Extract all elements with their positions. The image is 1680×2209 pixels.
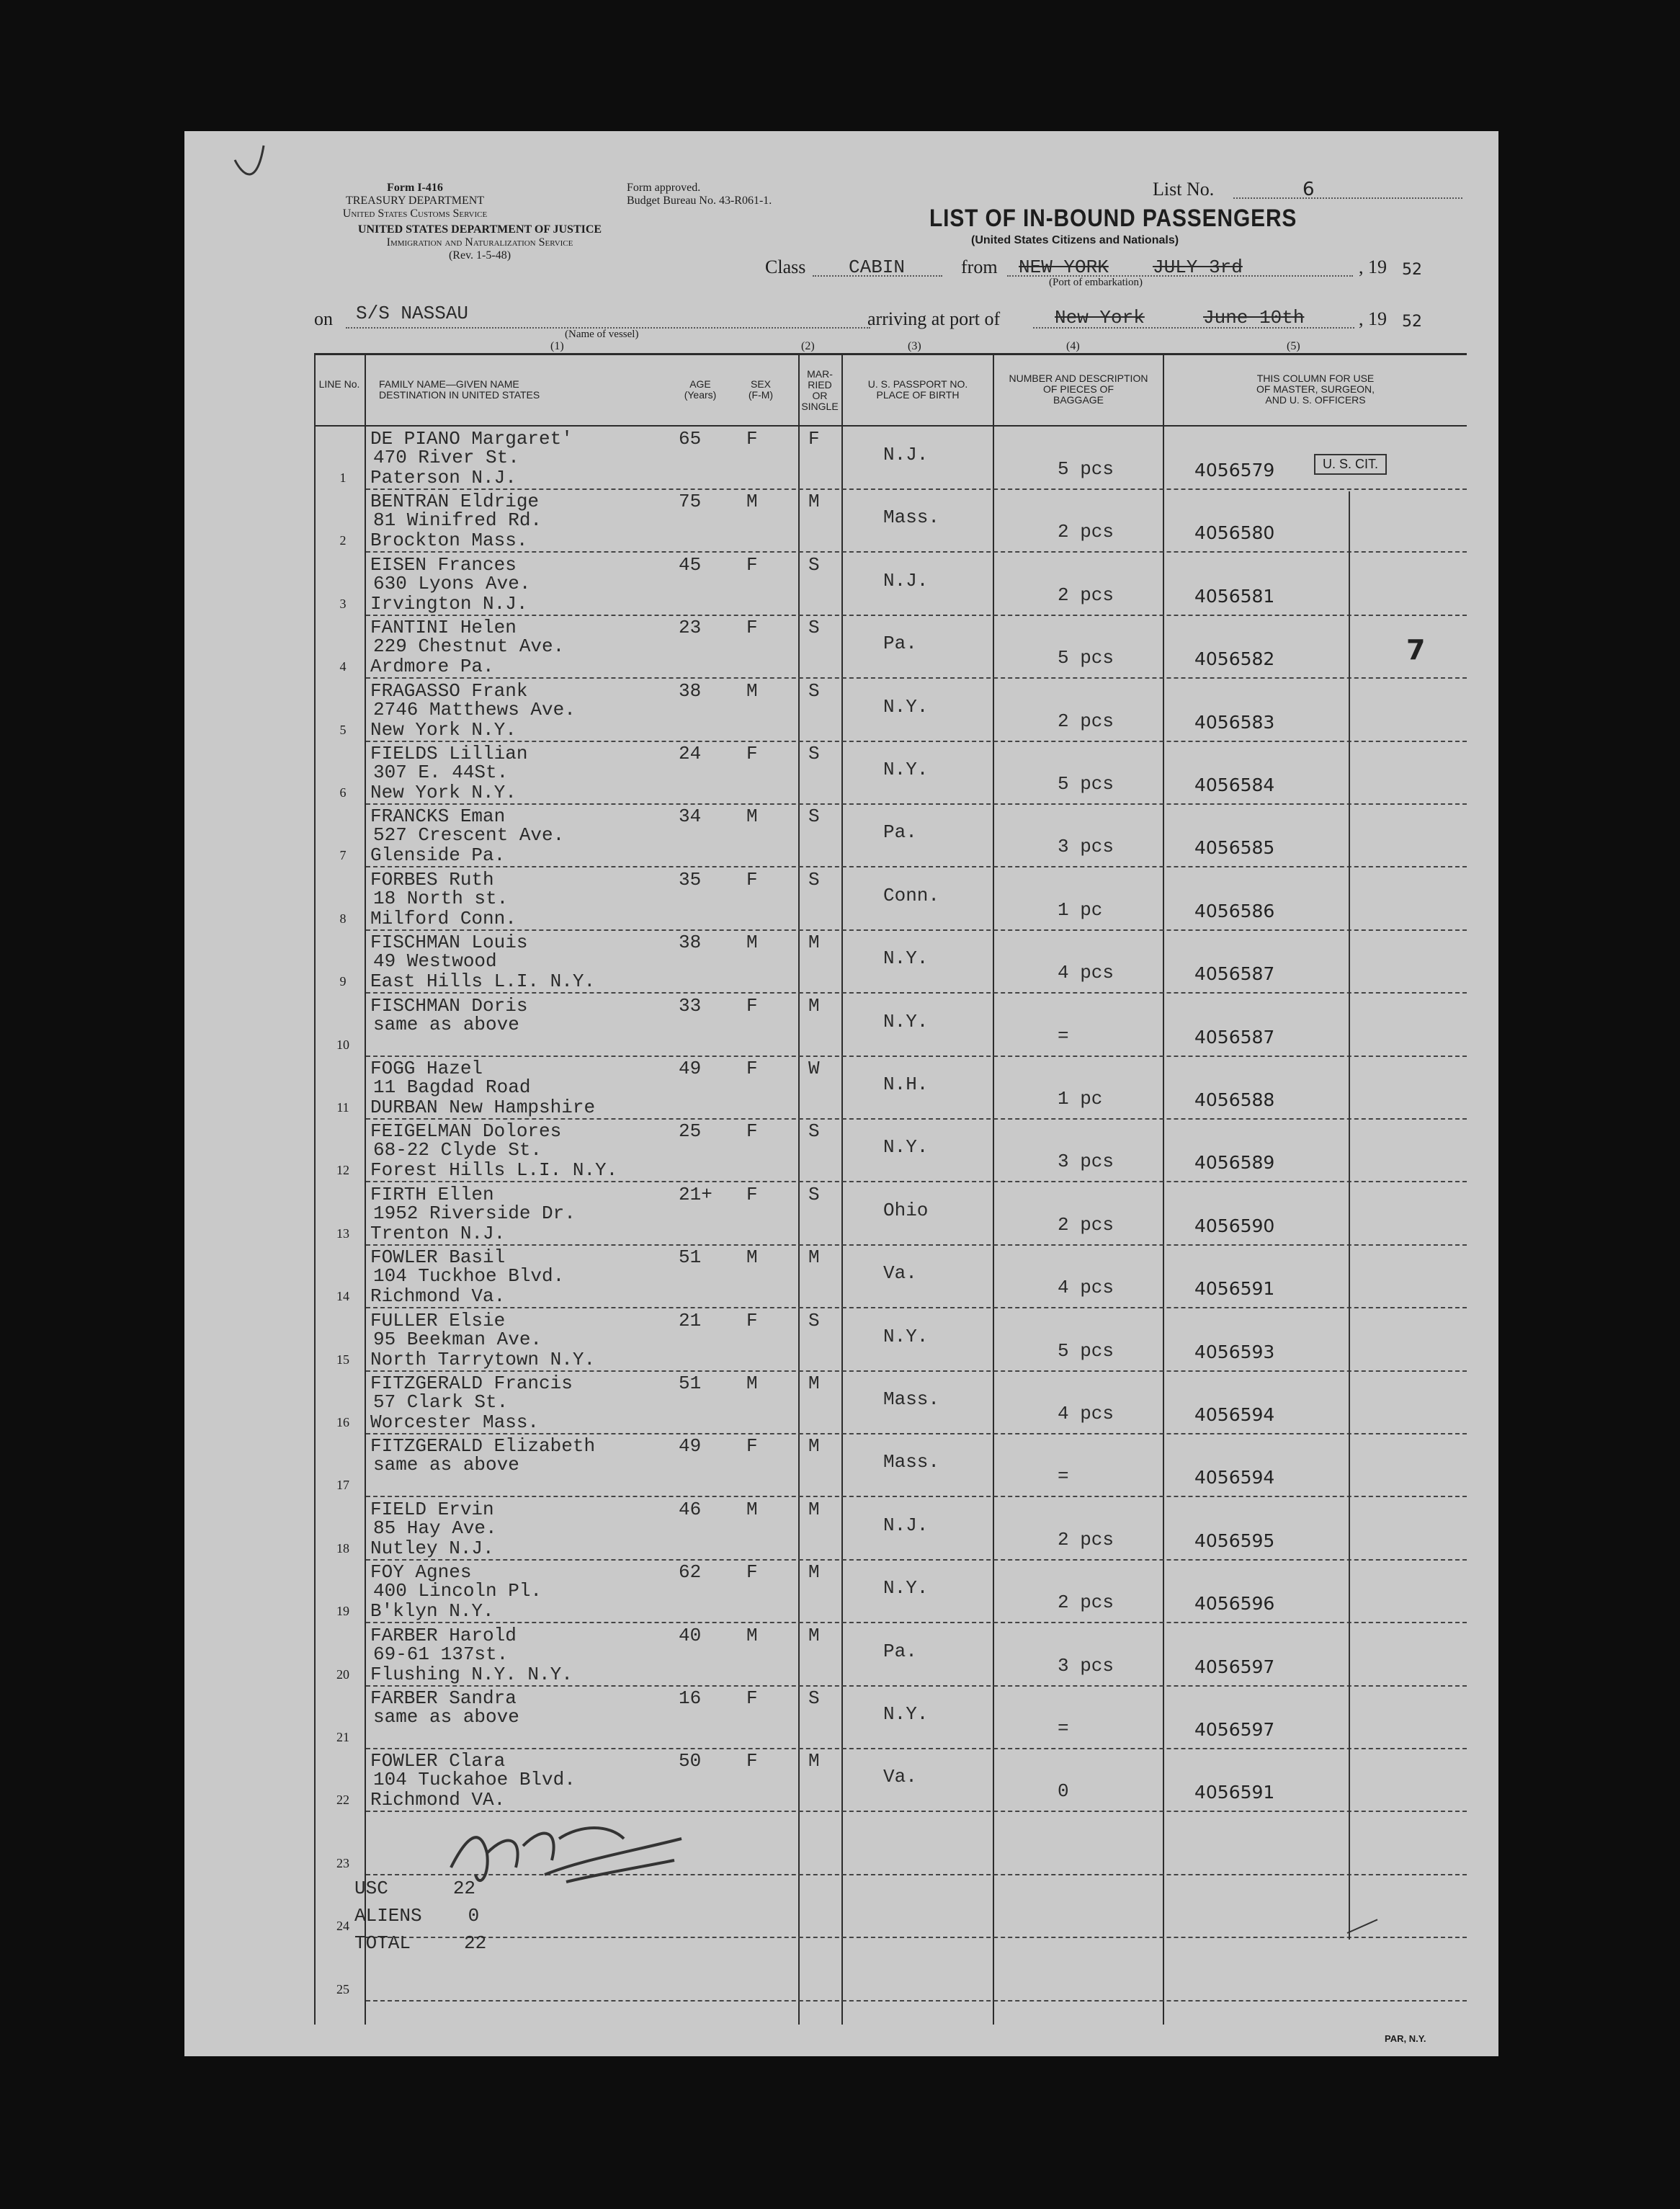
marital-status: M (808, 1498, 820, 1520)
baggage: 5 pcs (1058, 458, 1114, 480)
address-line: 18 North st. (373, 887, 509, 909)
table-row (184, 1371, 1498, 1434)
marital-status: F (808, 428, 820, 450)
line-number: 18 (336, 1540, 349, 1556)
place-of-birth: N.J. (883, 569, 929, 592)
passenger-name: FEIGELMAN Dolores (370, 1120, 562, 1143)
col-num-4: (4) (1066, 340, 1080, 352)
sex: F (746, 743, 758, 764)
arrival-date: June 10th (1203, 307, 1305, 329)
officer-number: 4056594 (1194, 1467, 1275, 1489)
sex: F (746, 868, 758, 891)
destination-line: New York N.Y. (370, 782, 517, 803)
table-row (184, 1245, 1498, 1308)
marital-status: S (808, 679, 820, 702)
sex: F (746, 1687, 758, 1709)
officer-number: 4056586 (1194, 900, 1275, 921)
line-number: 13 (336, 1226, 349, 1241)
table-row (184, 1308, 1498, 1371)
table-row (184, 994, 1498, 1056)
line-number: 24 (336, 1919, 349, 1934)
address-line: 104 Tuckhoe Blvd. (373, 1265, 565, 1288)
place-of-birth: Mass. (883, 1451, 940, 1473)
address-line: 470 River St. (373, 447, 519, 468)
marital-status: S (808, 553, 820, 576)
col-num-1: (1) (550, 340, 564, 352)
age: 23 (679, 617, 702, 639)
line-number: 2 (339, 533, 347, 548)
age: 65 (679, 428, 702, 450)
place-of-birth: N.Y. (883, 1577, 929, 1599)
address-line: same as above (373, 1454, 519, 1476)
officer-number: 4056597 (1194, 1719, 1275, 1740)
table-row (184, 1497, 1498, 1560)
marital-status: S (808, 617, 820, 639)
place-of-birth: N.Y. (883, 695, 929, 718)
table-top-rule (314, 353, 1467, 355)
destination-line: DURBAN New Hampshire (370, 1097, 596, 1118)
officer-number: 4056585 (1194, 837, 1275, 859)
year-prefix-2: , 19 (1359, 308, 1387, 329)
baggage: 1 pc (1058, 898, 1103, 921)
line-number: 22 (336, 1793, 349, 1808)
destination-line: Nutley N.J. (370, 1537, 494, 1559)
line-number: 1 (339, 470, 347, 485)
address-line: 57 Clark St. (373, 1391, 509, 1413)
destination-line: Flushing N.Y. N.Y. (370, 1663, 573, 1685)
address-line: 630 Lyons Ave. (373, 572, 531, 594)
sex: F (746, 994, 758, 1017)
baggage: 3 pcs (1058, 1654, 1114, 1677)
officer-number: 4056594 (1194, 1404, 1275, 1425)
form-approval: Form approved. Budget Bureau No. 43-R061-1. (627, 182, 772, 207)
table-row (184, 615, 1498, 678)
line-number: 4 (339, 659, 347, 674)
totals-block: USC 22 ALIENS 0 TOTAL 22 (354, 1878, 487, 1954)
sex: F (746, 1183, 758, 1205)
form-number: Form I-416 (387, 182, 443, 194)
address-line: 49 Westwood (373, 950, 497, 973)
passenger-name: FRAGASSO Frank (370, 679, 528, 702)
vessel-name: S/S NASSAU (356, 303, 469, 324)
from-label: from (961, 256, 998, 277)
place-of-birth: Va. (883, 1262, 917, 1285)
officer-number: 4056590 (1194, 1215, 1275, 1236)
passenger-name: FOGG Hazel (370, 1058, 483, 1079)
officer-number: 4056596 (1194, 1593, 1275, 1615)
place-of-birth: Ohio (883, 1199, 929, 1221)
col-header-birth: U. S. PASSPORT NO. PLACE OF BIRTH (867, 378, 968, 401)
table-row (184, 1182, 1498, 1245)
col-header-sex: SEX (F-M) (748, 378, 774, 401)
marital-status: M (808, 1246, 820, 1269)
baggage: 5 pcs (1058, 1339, 1114, 1362)
place-of-birth: N.J. (883, 444, 929, 465)
place-of-birth: Pa. (883, 1640, 917, 1662)
passenger-name: FARBER Harold (370, 1624, 517, 1646)
address-line: 307 E. 44St. (373, 762, 509, 783)
passenger-name: FARBER Sandra (370, 1687, 517, 1709)
vessel-note: (Name of vessel) (565, 329, 639, 340)
manifest-sheet (184, 131, 1498, 2056)
col-num-5: (5) (1287, 340, 1300, 352)
baggage: 3 pcs (1058, 836, 1114, 858)
sex: F (746, 1058, 758, 1079)
age: 49 (679, 1058, 702, 1079)
checkmarks (177, 131, 365, 2056)
sex: M (746, 1624, 758, 1646)
place-of-birth: Conn. (883, 884, 940, 906)
class-label: Class (765, 256, 806, 277)
table-row (184, 1119, 1498, 1182)
table-row (184, 1686, 1498, 1749)
address-line: 1952 Riverside Dr. (373, 1202, 576, 1224)
printer-mark: PAR, N.Y. (1385, 2033, 1426, 2044)
baggage: 5 pcs (1058, 773, 1114, 795)
passenger-name: FRANCKS Eman (370, 805, 506, 828)
table-row (184, 741, 1498, 804)
line-number: 6 (339, 785, 347, 800)
marital-status: S (808, 805, 820, 828)
line-number: 5 (339, 722, 347, 737)
address-line: 229 Chestnut Ave. (373, 635, 565, 658)
col-num-3: (3) (908, 340, 921, 352)
officer-number: 4056593 (1194, 1341, 1275, 1362)
destination-line: Paterson N.J. (370, 467, 517, 488)
place-of-birth: N.Y. (883, 1703, 929, 1725)
passenger-name: FIELD Ervin (370, 1498, 494, 1520)
row-rule (366, 2000, 1467, 2002)
line-number: 25 (336, 1981, 349, 1996)
address-line: 2746 Matthews Ave. (373, 698, 576, 720)
line-number: 15 (336, 1352, 349, 1367)
age: 34 (679, 805, 702, 828)
table-row (184, 1623, 1498, 1686)
place-of-birth: Va. (883, 1766, 917, 1788)
age: 35 (679, 868, 702, 891)
address-line: 81 Winifred Rd. (373, 509, 542, 532)
place-of-birth: Pa. (883, 633, 917, 655)
destination-line: Richmond VA. (370, 1789, 506, 1811)
destination-line: B'klyn N.Y. (370, 1600, 494, 1623)
marital-status: M (808, 1750, 820, 1772)
col-header-officers: THIS COLUMN FOR USE OF MASTER, SURGEON, AND U. S. OFFICERS (1256, 372, 1375, 406)
marital-status: M (808, 1624, 820, 1646)
address-line: 527 Crescent Ave. (373, 824, 565, 847)
line-number: 21 (336, 1730, 349, 1744)
us-cit-stamp: U. S. CIT. (1314, 454, 1387, 475)
officer-number: 4056584 (1194, 775, 1275, 795)
place-of-birth: N.Y. (883, 1136, 929, 1159)
list-number: 6 (1303, 179, 1315, 200)
passenger-name: FISCHMAN Doris (370, 994, 528, 1017)
destination-line: Trenton N.J. (370, 1222, 506, 1244)
officer-signature (437, 1810, 696, 1904)
line-number: 10 (336, 1037, 349, 1052)
age: 49 (679, 1435, 702, 1458)
marital-status: M (808, 932, 820, 954)
address-line: 11 Bagdad Road (373, 1076, 531, 1098)
baggage: 5 pcs (1058, 647, 1114, 669)
year-value-2: 52 (1402, 313, 1422, 331)
officer-number: 4056580 (1194, 522, 1275, 544)
baggage: 4 pcs (1058, 1277, 1114, 1299)
destination-line: Milford Conn. (370, 907, 517, 929)
address-line: same as above (373, 1013, 519, 1035)
age: 33 (679, 994, 702, 1017)
table-row (184, 1749, 1498, 1811)
baggage: 2 pcs (1058, 1213, 1114, 1236)
ins-service: Immigration and Naturalization Service (386, 236, 573, 249)
place-of-birth: Mass. (883, 1388, 940, 1410)
sex: F (746, 617, 758, 639)
address-line: same as above (373, 1706, 519, 1728)
sex: F (746, 428, 758, 450)
passenger-name: DE PIANO Margaret' (370, 428, 573, 450)
treasury-dept: TREASURY DEPARTMENT (345, 195, 485, 207)
baggage: 2 pcs (1058, 710, 1114, 732)
table-row (184, 867, 1498, 930)
table-row (184, 930, 1498, 993)
officer-number: 4056583 (1194, 711, 1275, 733)
empty-row (184, 1812, 1498, 1875)
sex: F (746, 1309, 758, 1331)
passenger-name: FOWLER Basil (370, 1246, 506, 1269)
age: 16 (679, 1687, 702, 1709)
destination-line: Ardmore Pa. (370, 656, 494, 678)
sex: M (746, 932, 758, 954)
place-of-birth: Mass. (883, 506, 940, 529)
officer-number: 4056588 (1194, 1089, 1275, 1110)
justice-dept: UNITED STATES DEPARTMENT OF JUSTICE (357, 223, 602, 236)
line-number: 9 (339, 974, 347, 989)
baggage: 4 pcs (1058, 962, 1114, 984)
age: 50 (679, 1750, 702, 1772)
destination-line: Brockton Mass. (370, 530, 528, 552)
passenger-name: FISCHMAN Louis (370, 932, 528, 954)
age: 38 (679, 932, 702, 954)
officer-number: 4056597 (1194, 1656, 1275, 1677)
officer-number: 4056582 (1194, 648, 1275, 670)
destination-line: Forest Hills L.I. N.Y. (370, 1159, 618, 1182)
age: 51 (679, 1373, 702, 1394)
line-number: 14 (336, 1289, 349, 1304)
place-of-birth: N.H. (883, 1074, 929, 1095)
on-label: on (314, 308, 333, 329)
age: 38 (679, 679, 702, 702)
sex: M (746, 1498, 758, 1520)
table-row (184, 804, 1498, 867)
passenger-name: FITZGERALD Elizabeth (370, 1435, 596, 1458)
arrival-port: New York (1055, 307, 1145, 329)
destination-line: North Tarrytown N.Y. (370, 1348, 596, 1370)
officer-number: 4056591 (1194, 1278, 1275, 1300)
table-row (184, 679, 1498, 741)
col-header-baggage: NUMBER AND DESCRIPTION OF PIECES OF BAGGAGE (1009, 372, 1148, 406)
line-number: 19 (336, 1604, 349, 1619)
age: 75 (679, 491, 702, 513)
age: 51 (679, 1246, 702, 1269)
place-of-birth: N.Y. (883, 1010, 929, 1032)
baggage: 2 pcs (1058, 1528, 1114, 1550)
marital-status: W (808, 1058, 820, 1079)
marital-status: S (808, 1687, 820, 1709)
baggage: 3 pcs (1058, 1151, 1114, 1173)
marital-status: S (808, 743, 820, 764)
table-row (184, 1056, 1498, 1119)
destination-line: New York N.Y. (370, 718, 517, 741)
officer-number: 4056587 (1194, 1026, 1275, 1048)
passenger-name: FIELDS Lillian (370, 743, 528, 764)
age: 25 (679, 1120, 702, 1143)
sex: F (746, 1120, 758, 1143)
year-prefix: , 19 (1359, 256, 1387, 277)
passenger-name: FOWLER Clara (370, 1750, 506, 1772)
col-num-2: (2) (801, 340, 815, 352)
arriving-label: arriving at port of (867, 308, 1001, 329)
passenger-name: FULLER Elsie (370, 1309, 506, 1331)
list-number-line (1233, 197, 1462, 199)
address-line: 85 Hay Ave. (373, 1517, 497, 1539)
passenger-name: FORBES Ruth (370, 868, 494, 891)
marital-status: S (808, 1120, 820, 1143)
destination-line: Worcester Mass. (370, 1411, 540, 1433)
sex: M (746, 1373, 758, 1394)
age: 21+ (679, 1183, 712, 1205)
address-line: 95 Beekman Ave. (373, 1328, 542, 1350)
age: 21 (679, 1309, 702, 1331)
table-row (184, 553, 1498, 615)
col-header-line: LINE No. (318, 378, 360, 390)
passenger-name: FOY Agnes (370, 1561, 472, 1584)
sex: F (746, 553, 758, 576)
marital-status: M (808, 994, 820, 1017)
passenger-name: FANTINI Helen (370, 617, 517, 639)
table-row (184, 1434, 1498, 1496)
place-of-birth: Pa. (883, 821, 917, 844)
bracket-line (1349, 491, 1350, 1940)
baggage: 2 pcs (1058, 584, 1114, 606)
place-of-birth: N.J. (883, 1514, 929, 1536)
marital-status: S (808, 1309, 820, 1331)
address-line: 104 Tuckahoe Blvd. (373, 1769, 576, 1791)
line-number: 12 (336, 1163, 349, 1178)
age: 40 (679, 1624, 702, 1646)
line-number: 23 (336, 1855, 349, 1870)
sex: F (746, 1435, 758, 1458)
line-number: 17 (336, 1478, 349, 1493)
revision: (Rev. 1-5-48) (448, 249, 511, 262)
passenger-name: EISEN Frances (370, 553, 517, 576)
age: 46 (679, 1498, 702, 1520)
baggage: 4 pcs (1058, 1403, 1114, 1424)
marital-status: S (808, 868, 820, 891)
age: 45 (679, 553, 702, 576)
line-number: 16 (336, 1415, 349, 1429)
baggage: = (1058, 1718, 1069, 1739)
line-number: 7 (339, 848, 347, 863)
officer-number: 4056595 (1194, 1530, 1275, 1551)
embark-note: (Port of embarkation) (1049, 277, 1143, 288)
address-line: 68-22 Clyde St. (373, 1139, 542, 1161)
officer-number: 4056591 (1194, 1782, 1275, 1803)
line-number: 11 (336, 1100, 349, 1115)
sex: M (746, 491, 758, 513)
baggage: 2 pcs (1058, 1592, 1114, 1614)
class-value: CABIN (849, 256, 906, 278)
passenger-name: FIRTH Ellen (370, 1183, 494, 1205)
passenger-name: FITZGERALD Francis (370, 1373, 573, 1394)
year-value: 52 (1402, 261, 1422, 279)
customs-service: United States Customs Service (342, 207, 488, 220)
baggage: 2 pcs (1058, 521, 1114, 543)
officer-number: 4056581 (1194, 585, 1275, 607)
table-row (184, 489, 1498, 552)
destination-line: Glenside Pa. (370, 844, 506, 867)
baggage: 0 (1058, 1780, 1069, 1803)
col-header-age: AGE (Years) (684, 378, 717, 401)
sex: M (746, 1246, 758, 1269)
destination-line: Richmond Va. (370, 1285, 506, 1308)
passenger-name: BENTRAN Eldrige (370, 491, 540, 513)
address-line: 69-61 137st. (373, 1643, 509, 1665)
destination-line: East Hills L.I. N.Y. (370, 970, 596, 993)
marital-status: M (808, 1435, 820, 1458)
age: 62 (679, 1561, 702, 1584)
destination-line: Irvington N.J. (370, 592, 528, 615)
marital-status: M (808, 491, 820, 513)
officer-number: 4056589 (1194, 1152, 1275, 1174)
baggage: 1 pc (1058, 1088, 1103, 1110)
marital-status: M (808, 1561, 820, 1584)
baggage: = (1058, 1465, 1069, 1488)
line-number: 8 (339, 911, 347, 926)
from-value: NEW YORK (1019, 256, 1109, 278)
sex: M (746, 805, 758, 828)
table-row (184, 427, 1498, 489)
list-number-label: List No. (1153, 179, 1215, 200)
margin-number: 7 (1406, 634, 1426, 666)
marital-status: S (808, 1183, 820, 1205)
age: 24 (679, 743, 702, 764)
page-subtitle: (United States Citizens and Nationals) (971, 234, 1179, 246)
col-header-name: FAMILY NAME—GIVEN NAME DESTINATION IN UNITED STATES (379, 378, 540, 401)
place-of-birth: N.Y. (883, 1325, 929, 1347)
marital-status: M (808, 1373, 820, 1394)
from-date: JULY 3rd (1153, 256, 1243, 278)
table-row (184, 1560, 1498, 1623)
sex: F (746, 1750, 758, 1772)
place-of-birth: N.Y. (883, 947, 929, 970)
col-header-married: MAR- RIED OR SINGLE (801, 368, 839, 412)
page-title: LIST OF IN-BOUND PASSENGERS (929, 205, 1297, 232)
sex: F (746, 1561, 758, 1584)
officer-number: 4056587 (1194, 963, 1275, 985)
officer-number: 4056579 (1194, 460, 1275, 481)
sex: M (746, 679, 758, 702)
line-number: 3 (339, 596, 347, 611)
place-of-birth: N.Y. (883, 759, 929, 780)
line-number: 20 (336, 1666, 349, 1682)
baggage: = (1058, 1025, 1069, 1047)
address-line: 400 Lincoln Pl. (373, 1580, 542, 1602)
